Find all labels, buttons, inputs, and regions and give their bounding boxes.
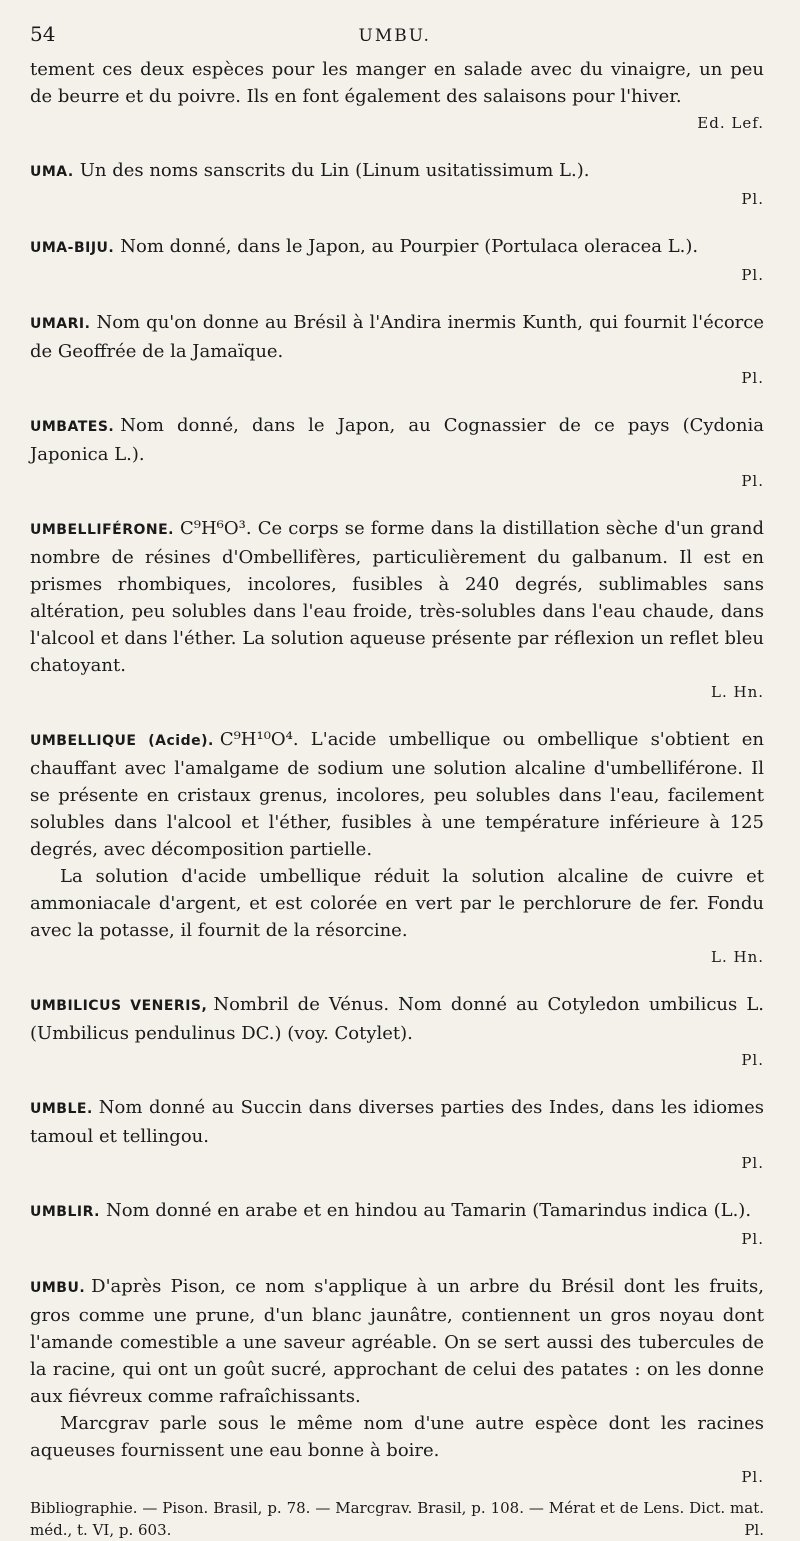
entry-term: UMA-BIJU. — [30, 240, 115, 256]
dictionary-entry — [30, 1273, 764, 1491]
entry-term: UMBU. — [30, 1280, 86, 1296]
dictionary-entry — [30, 157, 764, 213]
entry-body: Nom donné, dans le Japon, au Pourpier (Portulaca oleracea L.). — [120, 236, 699, 257]
entry-term: UMBELLIQUE (Acide). — [30, 733, 214, 749]
entry-body: Un des noms sanscrits du Lin (Linum usitatissimum L.). — [79, 160, 590, 181]
entry-signature: Pl. — [741, 1468, 764, 1486]
intro-signature: Ed. Lef. — [697, 114, 764, 132]
intro-text: tement ces deux espèces pour les manger en salade avec du vinaigre, un peu de beurre et du poivre. Ils en font également des salaisons pour l'hiver. — [30, 59, 764, 107]
dictionary-entry — [30, 726, 764, 971]
entry-term: UMA. — [30, 164, 74, 180]
dictionary-entry — [30, 1094, 764, 1177]
entry-term: UMBLIR. — [30, 1204, 100, 1220]
entry-term: UMBLE. — [30, 1101, 93, 1117]
dictionary-entry — [30, 309, 764, 392]
entry-signature: Pl. — [741, 1154, 764, 1172]
entry-signature: Pl. — [741, 1230, 764, 1248]
entry-body-continued: Marcgrav parle sous le même nom d'une autre espèce dont les racines aqueuses fournissent une eau bonne à boire. — [30, 1413, 764, 1461]
bibliography-signature: Pl. — [744, 1521, 764, 1539]
dictionary-entry — [30, 1197, 764, 1253]
entry-body: Nom donné, dans le Japon, au Cognassier de ce pays (Cydonia Japonica L.). — [30, 415, 764, 465]
entry-term: UMBELLIFÉRONE. — [30, 522, 174, 538]
bibliography-text: Bibliographie. — Pison. Brasil, p. 78. — Marcgrav. Brasil, p. 108. — Mérat et de Lens. Dict. mat. méd., t. VI, p. 603. — [30, 1499, 764, 1539]
entry-body: C⁹H⁶O³. Ce corps se forme dans la distillation sèche d'un grand nombre de résines d'Ombellifères, particulièrement du galbanum. Il est en prismes rhombiques, incolores, fusibles à 240 degrés, sublimables sans altération, peu solubles dans l'eau froide, très-solubles dans l'eau chaude, dans l'alcool et dans l'éther. La solution aqueuse présente par réflexion un reflet bleu chatoyant. — [30, 518, 764, 676]
entries-list — [30, 157, 764, 1491]
running-title: UMBU. — [358, 26, 431, 46]
entry-signature: L. Hn. — [710, 683, 764, 701]
page-header — [30, 22, 764, 56]
entry-signature: Pl. — [741, 369, 764, 387]
entry-body: Nom donné au Succin dans diverses parties des Indes, dans les idiomes tamoul et tellingou. — [30, 1097, 764, 1147]
entry-signature: Pl. — [741, 266, 764, 284]
entry-signature: Pl. — [741, 1051, 764, 1069]
entry-term: UMARI. — [30, 316, 91, 332]
bibliography — [30, 1497, 764, 1541]
entry-body: Nombril de Vénus. Nom donné au Cotyledon umbilicus L. (Umbilicus pendulinus DC.) (voy. Cotylet). — [30, 994, 765, 1044]
entry-signature: Pl. — [741, 472, 764, 490]
entry-term: UMBATES. — [30, 419, 115, 435]
entry-signature: Pl. — [741, 190, 764, 208]
dictionary-entry — [30, 412, 764, 495]
entry-term: UMBILICUS VENERIS, — [30, 998, 208, 1014]
entry-body-continued: La solution d'acide umbellique réduit la solution alcaline de cuivre et ammoniacale d'argent, et est colorée en vert par le perchlorure de fer. Fondu avec la potasse, il fournit de la résorcine. — [30, 866, 764, 941]
dictionary-entry — [30, 991, 764, 1074]
entry-signature: L. Hn. — [710, 948, 764, 966]
entry-body: D'après Pison, ce nom s'applique à un arbre du Brésil dont les fruits, gros comme une prune, d'un blanc jaunâtre, contiennent un gros noyau dont l'amande comestible a une saveur agréable. On se sert aussi des tubercules de la racine, qui ont un goût sucré, approchant de celui des patates : on les donne aux fiévreux comme rafraîchissants. — [30, 1276, 764, 1407]
dictionary-entry — [30, 233, 764, 289]
page-number: 54 — [30, 22, 56, 46]
entry-body: C⁹H¹⁰O⁴. L'acide umbellique ou ombellique s'obtient en chauffant avec l'amalgame de sodium une solution alcaline d'umbelliférone. Il se présente en cristaux grenus, incolores, peu solubles dans l'eau, facilement solubles dans l'alcool et l'éther, fusibles à une température inférieure à 125 degrés, avec décomposition partielle. — [30, 729, 764, 860]
entry-body: Nom qu'on donne au Brésil à l'Andira inermis Kunth, qui fournit l'écorce de Geoffrée de la Jamaïque. — [30, 312, 764, 362]
dictionary-entry — [30, 515, 764, 706]
entry-body: Nom donné en arabe et en hindou au Tamarin (Tamarindus indica (L.). — [105, 1200, 752, 1221]
